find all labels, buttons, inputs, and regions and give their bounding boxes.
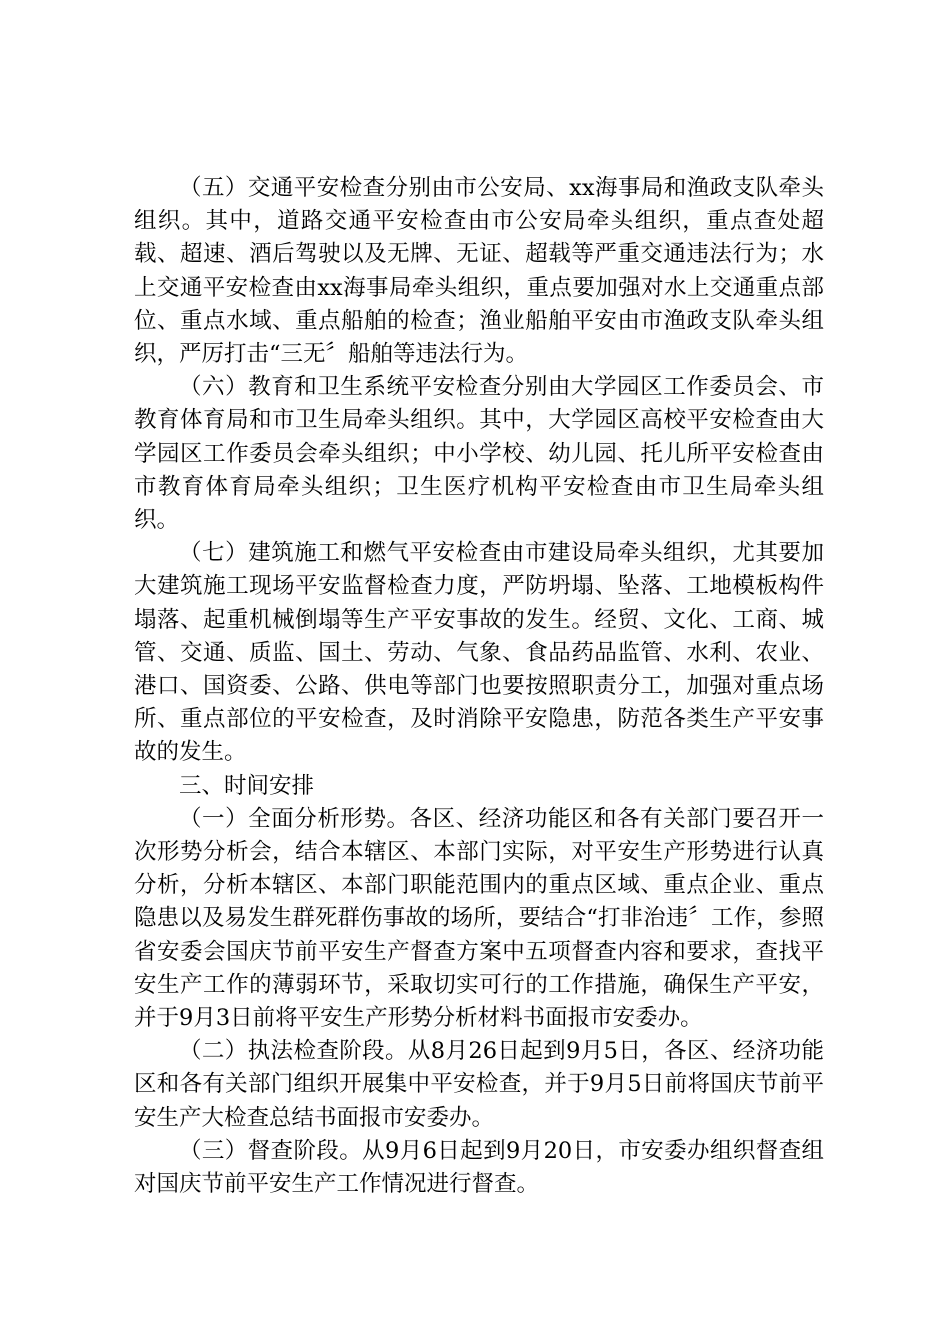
document-body — [134, 172, 824, 1201]
paragraph-situation-analysis: （一）全面分析形势。各区、经济功能区和各有关部门要召开一次形势分析会，结合本辖区、本部门实际，对平安生产形势进行认真分析，分析本辖区、本部门职能范围内的重点区域、重点企业、重点隐患以及易发生群死群伤事故的场所，要结合“打非治违〞工作，参照省安委会国庆节前平安生产督查方案中五项督查内容和要求，查找平安生产工作的薄弱环节，采取切实可行的工作措施，确保生产平安，并于9月3日前将平安生产形势分析材料书面报市安委办。 — [134, 805, 824, 1032]
section-heading-schedule: 三、时间安排 — [179, 772, 315, 799]
paragraph-education-health: （六）教育和卫生系统平安检查分别由大学园区工作委员会、市教育体育局和市卫生局牵头组织。其中，大学园区高校平安检查由大学园区工作委员会牵头组织；中小学校、幼儿园、托儿所平安检查由市教育体育局牵头组织；卫生医疗机构平安检查由市卫生局牵头组织。 — [134, 374, 824, 534]
paragraph-enforcement-inspection: （二）执法检查阶段。从8月26日起到9月5日，各区、经济功能区和各有关部门组织开展集中平安检查，并于9月5日前将国庆节前平安生产大检查总结书面报市安委办。 — [134, 1038, 824, 1131]
paragraph-construction-gas: （七）建筑施工和燃气平安检查由市建设局牵头组织，尤其要加大建筑施工现场平安监督检查力度，严防坍塌、坠落、工地模板构件塌落、起重机械倒塌等生产平安事故的发生。经贸、文化、工商、城管、交通、质监、国土、劳动、气象、食品药品监管、水利、农业、港口、国资委、公路、供电等部门也要按照职责分工，加强对重点场所、重点部位的平安检查，及时消除平安隐患，防范各类生产平安事故的发生。 — [134, 540, 824, 766]
paragraph-traffic-safety: （五）交通平安检查分别由市公安局、xx海事局和渔政支队牵头组织。其中，道路交通平安检查由市公安局牵头组织，重点查处超载、超速、酒后驾驶以及无牌、无证、超载等严重交通违法行为；水上交通平安检查由xx海事局牵头组织，重点要加强对水上交通重点部位、重点水域、重点船舶的检查；渔业船舶平安由市渔政支队牵头组织，严厉打击“三无〞船舶等违法行为。 — [134, 175, 824, 368]
paragraph-supervision-stage: （三）督查阶段。从9月6日起到9月20日，市安委办组织督查组对国庆节前平安生产工作情况进行督查。 — [134, 1137, 824, 1198]
